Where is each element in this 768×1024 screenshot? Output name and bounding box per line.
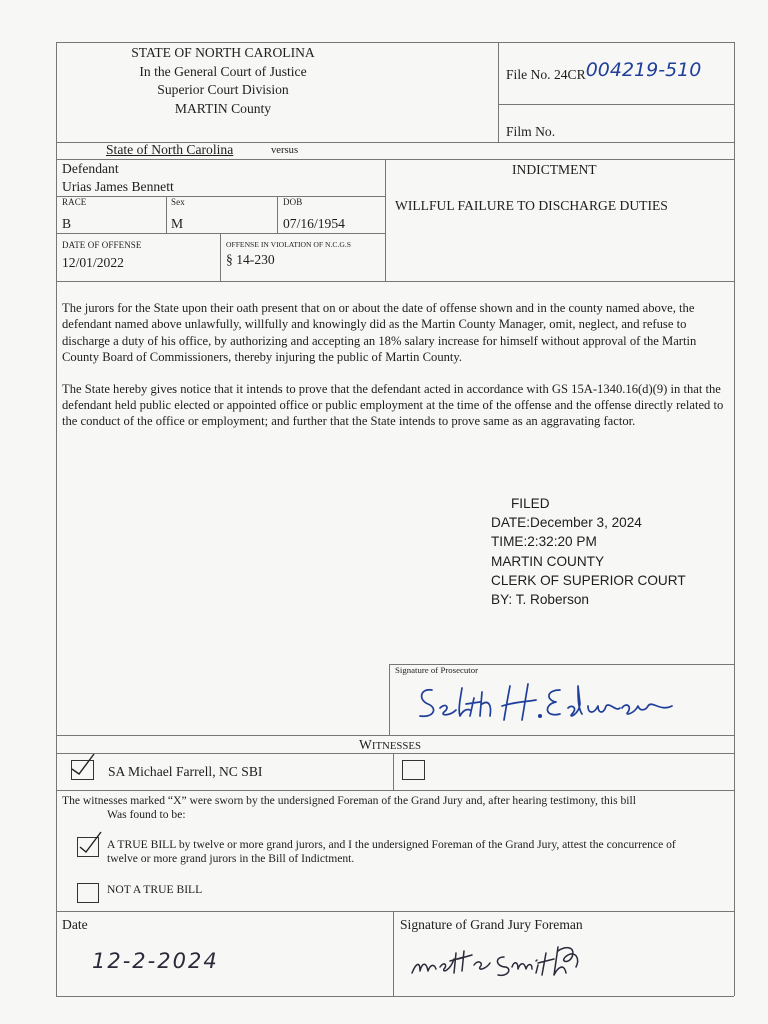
checkmark-icon [70, 753, 96, 777]
date-handwritten: 12-2-2024 [92, 949, 219, 973]
file-number [506, 59, 702, 84]
finding-text-line2: Was found to be: [107, 808, 186, 821]
aggravating-factor-paragraph: The State hereby gives notice that it intends to prove that the defendant acted in accordance with GS 15A-1340.16(d)(9) in that the defendant held public elected or appointed office or public employment at the time of the offense and the offense directly related to the conduct of the office or employment; and further that the State intends to prove same as an aggravating factor. [62, 381, 724, 429]
offense-date-label: DATE OF OFFENSE [62, 240, 142, 250]
prosecutor-box-bottom [56, 735, 734, 736]
sex-label: Sex [171, 197, 185, 207]
form-border-bottom [56, 996, 734, 997]
filed-date: DATE:December 3, 2024 [491, 515, 642, 531]
sex-value: M [171, 216, 184, 231]
charge-title: WILLFUL FAILURE TO DISCHARGE DUTIES [395, 198, 668, 213]
form-border-top [56, 42, 734, 43]
parties-line [56, 159, 734, 160]
foreman-signature-label: Signature of Grand Jury Foreman [400, 917, 583, 932]
violation-value: § 14-230 [226, 252, 275, 267]
defendant-name: Urias James Bennett [62, 179, 174, 194]
prosecutor-box-left [389, 664, 390, 735]
checkmark-icon [77, 830, 103, 856]
plaintiff-name: State of North Carolina [106, 142, 234, 157]
race-value: B [62, 216, 72, 231]
witnesses-heading: WITNESSES [359, 737, 422, 752]
info-bottom-line [56, 281, 734, 282]
form-border-left [56, 42, 57, 996]
prosecutor-signature-label: Signature of Prosecutor [395, 665, 479, 675]
offense-divider [220, 233, 221, 281]
file-number-label: File No. 24CR [506, 67, 586, 82]
not-true-bill-checkbox[interactable] [77, 883, 99, 903]
state-name: STATE OF NORTH CAROLINA [131, 45, 315, 60]
foreman-signature [408, 937, 588, 983]
filed-by: BY: T. Roberson [491, 592, 589, 608]
charge-paragraph: The jurors for the State upon their oath present that on or about the date of offense shown and in the county named above, the defendant named above unlawfully, willfully and knowingly did as the Martin County Manager, omit, neglect, and refuse to discharge a duty of his office, by authorizing and accepting an 18% salary increase for himself without approval of the Martin County Board of Commissioners, thereby injuring the public of Martin County. [62, 301, 697, 365]
dob-label: DOB [283, 197, 303, 207]
race-label: RACE [62, 197, 87, 207]
form-border-right [734, 42, 735, 996]
not-true-bill-label: NOT A TRUE BILL [107, 883, 203, 896]
true-bill-line1: A TRUE BILL by twelve or more grand jurors, and I the undersigned Foreman of the Grand Jury, attest the concurrence of [107, 838, 676, 851]
file-number-handwritten: 004219-510 [585, 59, 702, 81]
defendant-label: Defendant [62, 161, 119, 176]
header-divider [498, 42, 499, 142]
court-name: In the General Court of Justice [139, 63, 307, 79]
true-bill-line2: twelve or more grand jurors in the Bill of Indictment. [107, 852, 355, 865]
date-label: Date [62, 917, 88, 932]
left-right-divider [385, 159, 386, 281]
witness2-checkbox[interactable] [402, 760, 425, 780]
footer-divider [393, 911, 394, 996]
footer-top-line [56, 911, 734, 912]
film-number-label: Film No. [506, 124, 556, 139]
filed-clerk: CLERK OF SUPERIOR COURT [491, 572, 686, 588]
true-bill-checkbox[interactable] [77, 837, 99, 857]
violation-label: OFFENSE IN VIOLATION OF N.C.G.S [226, 240, 351, 249]
indictment-heading: INDICTMENT [512, 162, 597, 177]
county-name: MARTIN County [174, 100, 272, 116]
race-sex-divider [166, 196, 167, 233]
finding-text-line1: The witnesses marked “X” were sworn by the undersigned Foreman of the Grand Jury and, after hearing testimony, this bill [62, 794, 636, 807]
witness1-checkbox[interactable] [71, 760, 94, 780]
witness1-name: SA Michael Farrell, NC SBI [108, 764, 263, 779]
prosecutor-signature [410, 678, 680, 730]
indictment-body [62, 300, 732, 445]
division-name: Superior Court Division [157, 82, 289, 97]
witness-divider [393, 753, 394, 790]
sex-dob-divider [277, 196, 278, 233]
witness-bottom-line [56, 790, 734, 791]
filed-county: MARTIN COUNTY [491, 553, 605, 569]
witness-header-line [56, 753, 734, 754]
dob-value: 07/16/1954 [283, 216, 345, 231]
filed-label: FILED [511, 496, 550, 511]
court-heading [56, 44, 390, 118]
race-row-line [56, 196, 385, 197]
filed-time: TIME:2:32:20 PM [491, 534, 597, 550]
filed-stamp [491, 494, 686, 609]
offense-date-value: 12/01/2022 [62, 255, 124, 270]
fileno-divider [498, 104, 734, 105]
versus-label: versus [271, 145, 299, 156]
